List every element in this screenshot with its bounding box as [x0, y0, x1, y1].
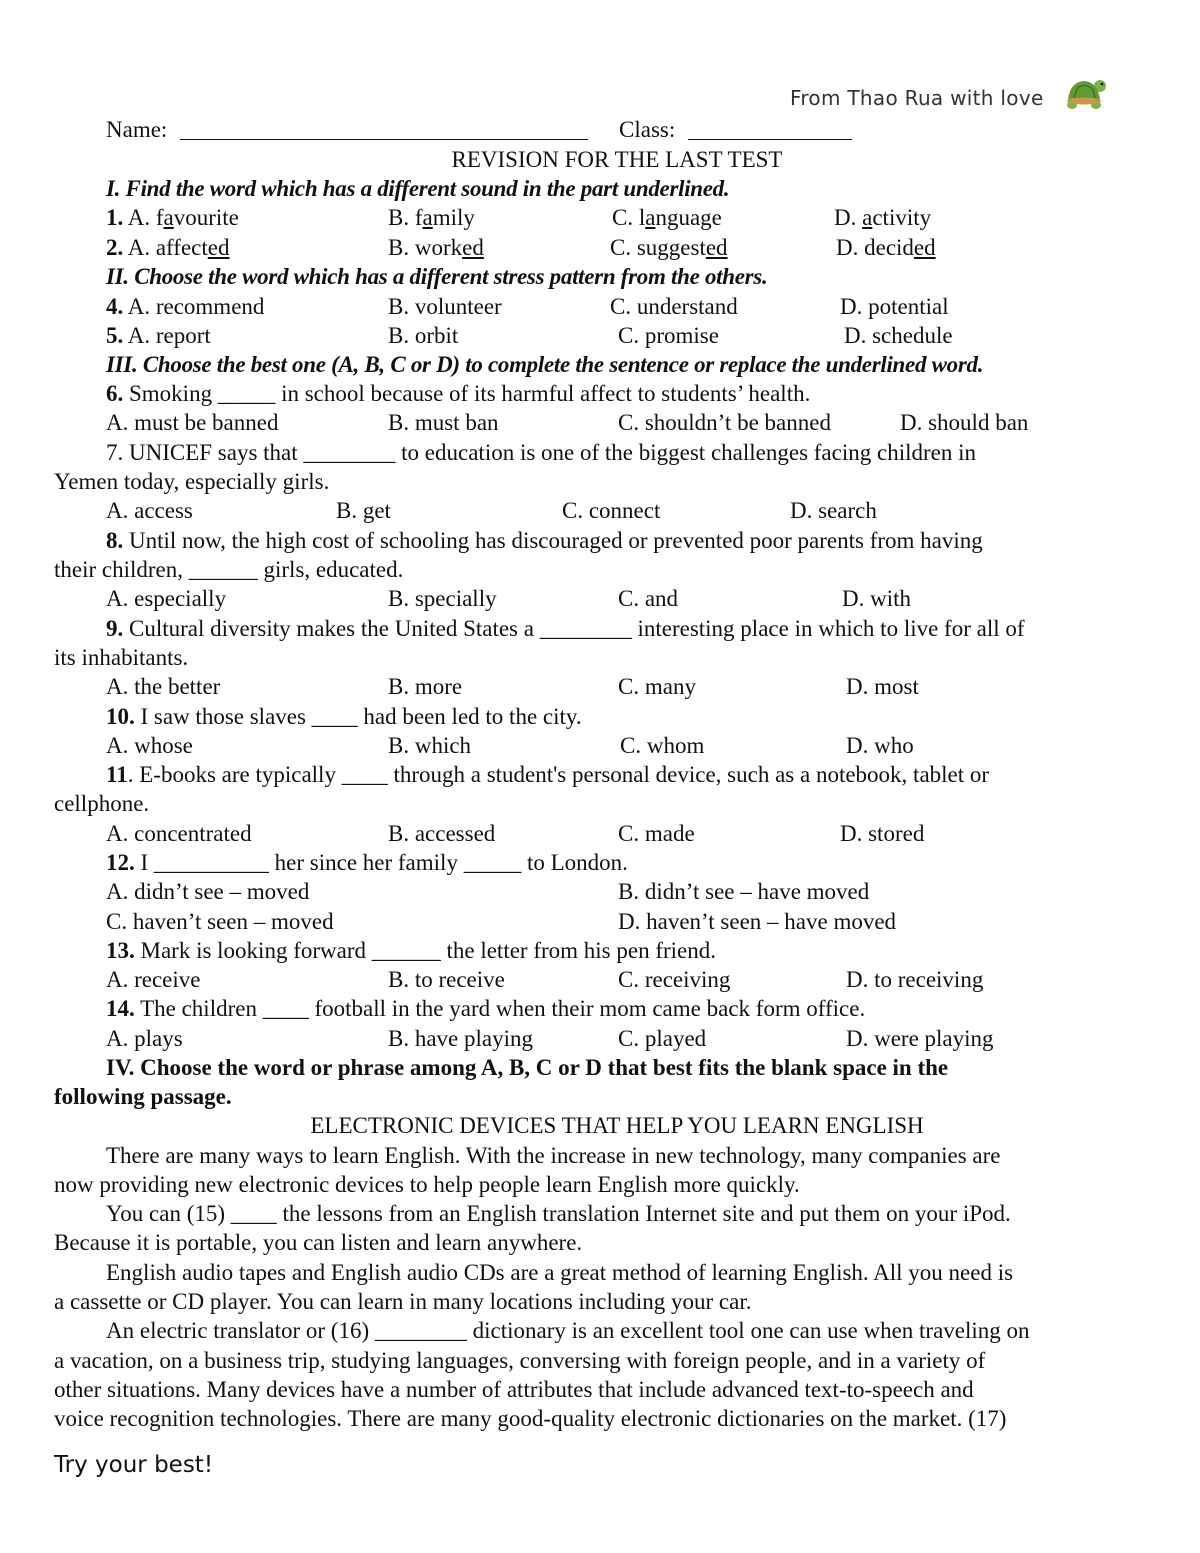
page-title: REVISION FOR THE LAST TEST: [451, 147, 783, 172]
name-label: Name:: [106, 117, 168, 142]
class-blank[interactable]: [688, 119, 852, 140]
brand-text: From Thao Rua with love: [790, 86, 1044, 110]
passage-line: An electric translator or (16) ________ dictionary is an excellent tool one can use when traveling on: [106, 1318, 1030, 1343]
class-label: Class:: [619, 117, 676, 142]
question-6-options: A. must be banned B. must ban C. shouldn’t be banned D. should ban: [106, 410, 1029, 435]
q1-number: 1.: [106, 205, 124, 230]
question-8-stem: 8. Until now, the high cost of schooling has discouraged or prevented poor parents from having: [106, 528, 983, 553]
question-8-stem-cont: their children, ______ girls, educated.: [54, 557, 404, 582]
section-3-heading: III. Choose the best one (A, B, C or D) to complete the sentence or replace the underlined word.: [106, 352, 984, 377]
question-9-stem-cont: its inhabitants.: [54, 645, 189, 670]
question-12-options-ab: A. didn’t see – moved B. didn’t see – have moved: [106, 879, 870, 904]
section-2-heading: II. Choose the word which has a different stress pattern from the others.: [106, 264, 768, 289]
section-4-heading: IV. Choose the word or phrase among A, B, C or D that best fits the blank space in the: [106, 1055, 949, 1080]
question-8-options: A. especially B. specially C. and D. with: [106, 586, 911, 611]
passage-line: other situations. Many devices have a number of attributes that include advanced text-to-speech and: [54, 1377, 974, 1402]
question-5: 5. A. report B. orbit C. promise D. schedule: [106, 323, 953, 348]
question-7-options: A. access B. get C. connect D. search: [106, 498, 877, 523]
question-12-options-cd: C. haven’t seen – moved D. haven’t seen – have moved: [106, 909, 897, 934]
question-6-stem: 6. Smoking _____ in school because of its harmful affect to students’ health.: [106, 381, 811, 406]
passage-line: English audio tapes and English audio CDs are a great method of learning English. All you need is: [106, 1260, 1014, 1285]
question-9-stem: 9. Cultural diversity makes the United States a ________ interesting place in which to live for all of: [106, 616, 1025, 641]
passage-line: now providing new electronic devices to help people learn English more quickly.: [54, 1172, 800, 1197]
passage-line: a vacation, on a business trip, studying languages, conversing with foreign people, and in a variety of: [54, 1348, 986, 1373]
question-12-stem: 12. I __________ her since her family _____ to London.: [106, 850, 628, 875]
question-14-stem: 14. The children ____ football in the yard when their mom came back form office.: [106, 996, 866, 1021]
section-4-heading-cont: following passage.: [54, 1084, 232, 1109]
passage-line: You can (15) ____ the lessons from an English translation Internet site and put them on your iPod.: [106, 1201, 1011, 1226]
question-10-stem: 10. I saw those slaves ____ had been led to the city.: [106, 704, 582, 729]
name-class-row: [54, 115, 1144, 144]
passage-line: voice recognition technologies. There are many good-quality electronic dictionaries on the market. (17): [54, 1406, 1007, 1431]
question-7-stem-cont: Yemen today, especially girls.: [54, 469, 330, 494]
question-13-options: A. receive B. to receive C. receiving D. to receiving: [106, 967, 984, 992]
section-1-heading: I. Find the word which has a different sound in the part underlined.: [106, 176, 730, 201]
passage-line: a cassette or CD player. You can learn in many locations including your car.: [54, 1289, 752, 1314]
question-10-options: A. whose B. which C. whom D. who: [106, 733, 914, 758]
turtle-icon: [1064, 72, 1108, 112]
question-7-stem: 7. UNICEF says that ________ to education is one of the biggest challenges facing children in: [106, 440, 976, 465]
question-4: 4. A. recommend B. volunteer C. understand D. potential: [106, 294, 949, 319]
question-11-stem-cont: cellphone.: [54, 791, 150, 816]
question-11-stem: 11. E-books are typically ____ through a student's personal device, such as a notebook, tablet or: [106, 762, 990, 787]
question-11-options: A. concentrated B. accessed C. made D. stored: [106, 821, 925, 846]
question-1: 1. A. favourite B. family C. language D. activity: [106, 205, 932, 230]
question-14-options: A. plays B. have playing C. played D. were playing: [106, 1026, 994, 1051]
passage-line: There are many ways to learn English. With the increase in new technology, many companies are: [106, 1143, 1001, 1168]
name-blank[interactable]: [180, 119, 588, 140]
question-2: 2. A. affected B. worked C. suggested D. decided: [106, 235, 936, 260]
passage-line: Because it is portable, you can listen and learn anywhere.: [54, 1230, 583, 1255]
passage-title: ELECTRONIC DEVICES THAT HELP YOU LEARN ENGLISH: [310, 1113, 924, 1138]
question-9-options: A. the better B. more C. many D. most: [106, 674, 919, 699]
q2-number: 2.: [106, 235, 124, 260]
question-13-stem: 13. Mark is looking forward ______ the letter from his pen friend.: [106, 938, 717, 963]
footer-text: Try your best!: [54, 1452, 214, 1478]
